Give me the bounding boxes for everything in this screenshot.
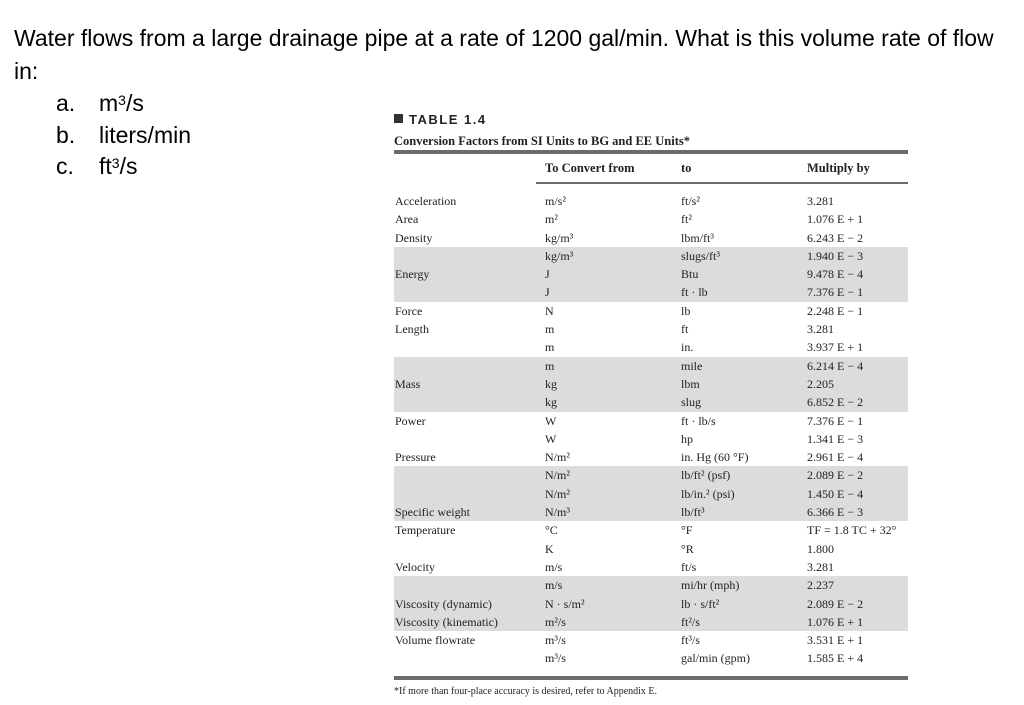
header-to: to [681,161,692,175]
table-row [394,558,908,576]
header-from: To Convert from [545,161,635,175]
row-to-unit: hp [681,431,693,446]
row-to-unit: ft · lb/s [681,413,716,428]
row-to-unit: mile [681,358,703,373]
row-quantity: Area [395,212,419,227]
row-from-unit: kg [545,376,557,391]
table-row [394,320,908,338]
row-quantity [394,283,537,301]
row-quantity: Length [395,322,429,337]
row-factor: 1.076 E + 1 [807,212,864,227]
row-factor: 2.205 [807,376,834,391]
row-to-unit: ft²/s [681,614,700,629]
row-to-unit: ft³/s [681,633,700,648]
row-to-unit: lb/in.² (psi) [681,486,735,501]
option-unit [99,88,144,120]
row-quantity [394,393,537,411]
row-factor: 3.281 [807,559,834,574]
row-quantity: Mass [395,376,421,391]
row-from-unit: J [545,285,550,300]
row-from-unit: m/s [545,578,563,593]
row-from-unit: kg/m³ [545,230,574,245]
row-from-unit: W [545,431,557,446]
row-quantity [394,357,537,375]
row-from-unit: N/m² [545,486,570,501]
question-text: Water flows from a large drainage pipe at a rate of 1200 gal/min. What is this volume rate of flow in: [14,25,994,84]
row-factor: 2.961 E − 4 [807,450,864,465]
table-row [394,412,908,430]
table-row [394,430,908,448]
row-quantity: Viscosity (dynamic) [395,596,492,611]
table-footnote: *If more than four-place accuracy is desired, refer to Appendix E. [394,685,658,697]
row-from-unit: kg [545,395,557,410]
option-letter: c. [56,153,74,179]
row-factor: 6.852 E − 2 [807,395,864,410]
row-from-unit: m³/s [545,651,566,666]
row-from-unit: m/s [545,559,563,574]
row-factor: 6.243 E − 2 [807,230,864,245]
row-quantity: Velocity [395,559,435,574]
conversion-table [394,112,908,697]
row-quantity: Energy [395,267,430,282]
row-quantity [394,338,537,356]
row-from-unit: kg/m³ [545,248,574,263]
row-factor: 7.376 E − 1 [807,285,864,300]
row-factor: 6.214 E − 4 [807,358,864,373]
header-multiply: Multiply by [807,161,870,175]
row-from-unit: N/m² [545,450,570,465]
table-row [394,649,908,667]
row-factor: 1.585 E + 4 [807,651,864,666]
table-row [394,393,908,411]
row-quantity [394,576,537,594]
header-rule [536,182,908,184]
option-unit [99,120,191,152]
table-row [394,192,908,210]
row-quantity: Power [395,413,426,428]
table-row [394,283,908,301]
row-factor: 3.281 [807,194,834,208]
table-header [394,154,908,182]
row-quantity [394,466,537,484]
row-to-unit: slug [681,395,702,410]
row-to-unit: lb · s/ft² [681,596,720,611]
answer-option [56,151,191,183]
row-to-unit: lb [681,303,691,318]
row-quantity [394,540,537,558]
row-from-unit: m [545,322,555,337]
row-to-unit: mi/hr (mph) [681,578,740,593]
row-factor: 9.478 E − 4 [807,267,864,282]
row-to-unit: in. Hg (60 °F) [681,450,749,465]
row-to-unit: ft/s [681,559,697,574]
row-factor: 3.531 E + 1 [807,633,864,648]
row-from-unit: °C [545,523,558,538]
row-to-unit: °R [681,541,694,556]
table-row [394,448,908,466]
row-from-unit: m [545,340,555,355]
row-from-unit: m²/s [545,614,566,629]
table-row [394,247,908,265]
table-row [394,302,908,320]
row-to-unit: lbm/ft³ [681,230,714,245]
row-quantity: Pressure [395,450,436,465]
table-row [394,613,908,631]
row-factor: 6.366 E − 3 [807,505,864,520]
row-quantity: Density [395,230,433,245]
row-to-unit: in. [681,340,694,355]
answer-options [56,88,191,183]
row-quantity: Temperature [395,523,456,538]
row-quantity: Acceleration [395,194,457,208]
table-body [394,192,908,668]
row-factor: 1.940 E − 3 [807,248,864,263]
option-letter: b. [56,121,76,148]
row-factor: 1.076 E + 1 [807,614,864,629]
table-row [394,485,908,503]
row-to-unit: ft [681,322,689,337]
table-row [394,229,908,247]
row-factor: 2.089 E − 2 [807,468,864,483]
table-row [394,357,908,375]
table-row [394,210,908,228]
table-row [394,595,908,613]
table-title: Conversion Factors from SI Units to BG and EE Units* [394,134,690,148]
row-factor: 1.450 E − 4 [807,486,864,501]
row-to-unit: Btu [681,267,699,282]
row-from-unit: N/m² [545,468,570,483]
table-row [394,338,908,356]
row-factor: 3.937 E + 1 [807,340,864,355]
row-to-unit: lb/ft² (psf) [681,468,731,483]
option-unit-base: m [99,90,119,116]
row-from-unit: N/m³ [545,505,570,520]
table-row [394,375,908,393]
row-quantity [394,430,537,448]
row-from-unit: m [545,358,555,373]
row-factor: 2.237 [807,578,834,593]
answer-option [56,120,191,152]
table-label [394,112,908,130]
option-unit-suffix: /s [125,90,144,116]
bottom-rule [394,676,908,680]
option-letter: a. [56,90,76,116]
row-quantity [394,649,537,667]
row-from-unit: K [545,541,554,556]
row-quantity: Force [395,303,423,318]
row-quantity [394,485,537,503]
table-row [394,576,908,594]
row-quantity: Viscosity (kinematic) [395,614,498,629]
row-factor: 1.800 [807,541,834,556]
answer-option [56,88,191,120]
row-to-unit: lbm [681,376,700,391]
option-unit-suffix: /s [119,153,138,179]
option-unit-base: liters/min [99,121,192,148]
row-to-unit: slugs/ft³ [681,248,720,263]
row-from-unit: m³/s [545,633,566,648]
option-unit-exponent: 3 [111,155,120,171]
row-factor: 3.281 [807,322,834,337]
row-from-unit: W [545,413,557,428]
row-quantity: Specific weight [395,505,470,520]
table-row [394,631,908,649]
table-row [394,265,908,283]
row-to-unit: lb/ft³ [681,505,705,520]
row-to-unit: ft² [681,212,692,227]
table-row [394,540,908,558]
table-label-text: TABLE 1.4 [409,112,487,127]
row-from-unit: m² [545,212,558,227]
option-unit [99,151,137,183]
row-from-unit: N [545,303,554,318]
row-to-unit: gal/min (gpm) [681,651,750,666]
row-factor: 7.376 E − 1 [807,413,864,428]
row-from-unit: m/s² [545,194,566,208]
row-quantity [394,247,537,265]
row-to-unit: ft/s² [681,194,700,208]
square-bullet-icon [394,114,403,123]
option-unit-base: ft [99,153,112,179]
row-factor: 2.089 E − 2 [807,596,864,611]
row-from-unit: N · s/m² [545,596,585,611]
table-row [394,503,908,521]
option-unit-exponent: 3 [118,92,126,108]
row-quantity: Volume flowrate [395,633,476,648]
table-row [394,466,908,484]
row-to-unit: °F [681,523,693,538]
row-factor: 2.248 E − 1 [807,303,864,318]
table-row [394,521,908,539]
row-to-unit: ft · lb [681,285,708,300]
row-factor: 1.341 E − 3 [807,431,864,446]
row-factor: TF = 1.8 TC + 32° [807,523,897,538]
row-from-unit: J [545,267,550,282]
